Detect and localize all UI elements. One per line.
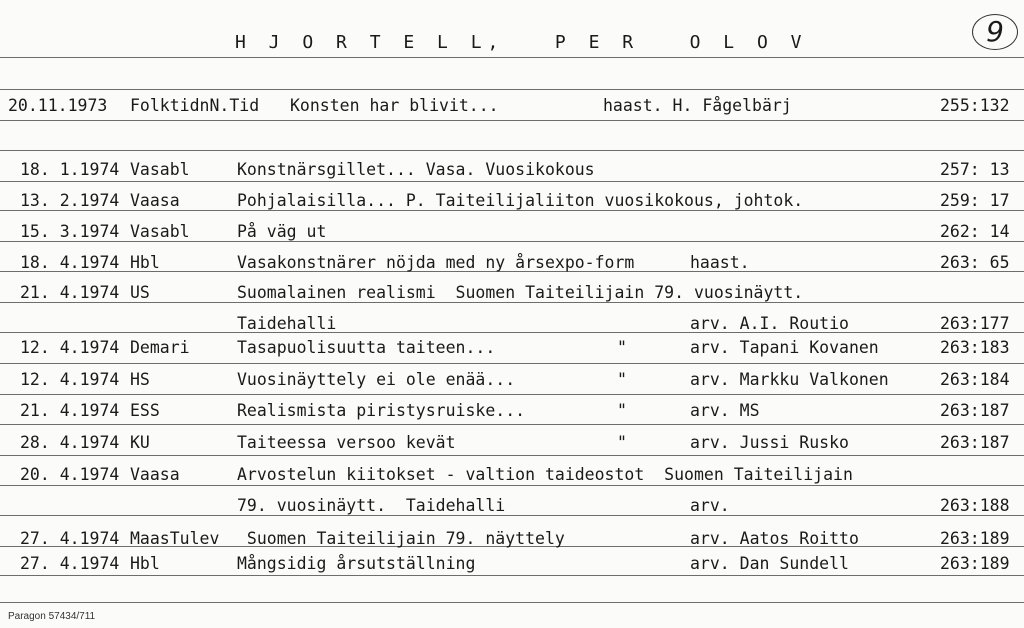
entry-date: 18. 4.1974 <box>20 253 120 272</box>
entry-title: Mångsidig årsutställning <box>237 554 476 573</box>
entry-source: Hbl <box>130 253 160 272</box>
entry-source: KU <box>130 433 150 452</box>
entry-note: arv. Tapani Kovanen <box>690 338 879 357</box>
entry-source: Demari <box>130 338 190 357</box>
entry-title: Tasapuolisuutta taiteen... <box>237 338 496 357</box>
rule-line <box>0 424 1024 425</box>
entry-date: 13. 2.1974 <box>20 191 120 210</box>
entry-date: 21. 4.1974 <box>20 283 120 302</box>
entry-title: Taidehalli <box>237 314 337 333</box>
entry-title: Suomen Taiteilijain 79. näyttely <box>237 529 565 548</box>
ditto-mark: " <box>617 433 627 452</box>
entry-ref: 263:189 <box>940 554 1010 573</box>
entry-ref: 263:177 <box>940 314 1010 333</box>
rule-line <box>0 515 1024 516</box>
entry-ref: 259: 17 <box>940 191 1010 210</box>
rule-line <box>0 363 1024 364</box>
entry-note: arv. Jussi Rusko <box>690 433 849 452</box>
entry-title: Vuosinäyttely ei ole enää... <box>237 370 516 389</box>
entry-date: 12. 4.1974 <box>20 338 120 357</box>
entry-source: Vaasa <box>130 465 180 484</box>
entry-note: arv. Aatos Roitto <box>690 529 859 548</box>
entry-title: 79. vuosinäytt. Taidehalli <box>237 496 506 515</box>
entry-date: 12. 4.1974 <box>20 370 120 389</box>
entry-title: Konstnärsgillet... Vasa. Vuosikokous <box>237 160 595 179</box>
entry-note: haast. H. Fågelbärj <box>603 96 792 115</box>
entry-ref: 255:132 <box>940 96 1010 115</box>
rule-line <box>0 150 1024 151</box>
entry-source: Vasabl <box>130 160 190 179</box>
entry-ref: 263:188 <box>940 496 1010 515</box>
entry-note: haast. <box>690 253 750 272</box>
entry-ref: 262: 14 <box>940 222 1010 241</box>
entry-ref: 263:187 <box>940 401 1010 420</box>
entry-title: Arvostelun kiitokset - valtion taideostot Suomen Taiteilijain <box>237 465 853 484</box>
card-title: H J O R T E L L, P E R O L O V <box>235 32 808 53</box>
entry-note: arv. <box>690 496 730 515</box>
card-footer-imprint: Paragon 57434/711 <box>8 611 96 622</box>
entry-title: Realismista piristysruiske... <box>237 401 526 420</box>
rule-line <box>0 602 1024 603</box>
ditto-mark: " <box>617 370 627 389</box>
entry-date: 20.11.1973 <box>8 96 108 115</box>
entry-title: Pohjalaisilla... P. Taiteilijaliiton vuosikokous, johtok. <box>237 191 804 210</box>
entry-date: 15. 3.1974 <box>20 222 120 241</box>
rule-line <box>0 455 1024 456</box>
card-number: 9 <box>972 14 1018 50</box>
entry-date: 27. 4.1974 <box>20 554 120 573</box>
entry-source: Vasabl <box>130 222 190 241</box>
rule-line <box>0 89 1024 90</box>
ditto-mark: " <box>617 401 627 420</box>
entry-note: arv. Markku Valkonen <box>690 370 889 389</box>
entry-source: Vaasa <box>130 191 180 210</box>
entry-note: arv. MS <box>690 401 760 420</box>
rule-line <box>0 332 1024 333</box>
entry-ref: 257: 13 <box>940 160 1010 179</box>
entry-source: US <box>130 283 150 302</box>
entry-title: På väg ut <box>237 222 327 241</box>
entry-source: Hbl <box>130 554 160 573</box>
entry-ref: 263:184 <box>940 370 1010 389</box>
rule-line <box>0 57 1024 58</box>
entry-note: arv. Dan Sundell <box>690 554 849 573</box>
entry-title: Konsten har blivit... <box>290 96 499 115</box>
entry-note: arv. A.I. Routio <box>690 314 849 333</box>
rule-line <box>0 120 1024 121</box>
entry-ref: 263:183 <box>940 338 1010 357</box>
ditto-mark: " <box>617 338 627 357</box>
entry-source: HS <box>130 370 150 389</box>
rule-line <box>0 394 1024 395</box>
entry-source: FolktidnN.Tid <box>130 96 260 115</box>
entry-date: 27. 4.1974 <box>20 529 120 548</box>
entry-source: ESS <box>130 401 160 420</box>
rule-line <box>0 575 1024 576</box>
rule-line <box>0 181 1024 182</box>
entry-date: 28. 4.1974 <box>20 433 120 452</box>
entry-date: 20. 4.1974 <box>20 465 120 484</box>
rule-line <box>0 485 1024 486</box>
entry-ref: 263:187 <box>940 433 1010 452</box>
entry-ref: 263:189 <box>940 529 1010 548</box>
entry-title: Suomalainen realismi Suomen Taiteilijain 79. vuosinäytt. <box>237 283 804 302</box>
entry-source: MaasTulev <box>130 529 220 548</box>
entry-date: 18. 1.1974 <box>20 160 120 179</box>
entry-title: Taiteessa versoo kevät <box>237 433 456 452</box>
entry-title: Vasakonstnärer nöjda med ny årsexpo-form <box>237 253 635 272</box>
entry-date: 21. 4.1974 <box>20 401 120 420</box>
entry-ref: 263: 65 <box>940 253 1010 272</box>
